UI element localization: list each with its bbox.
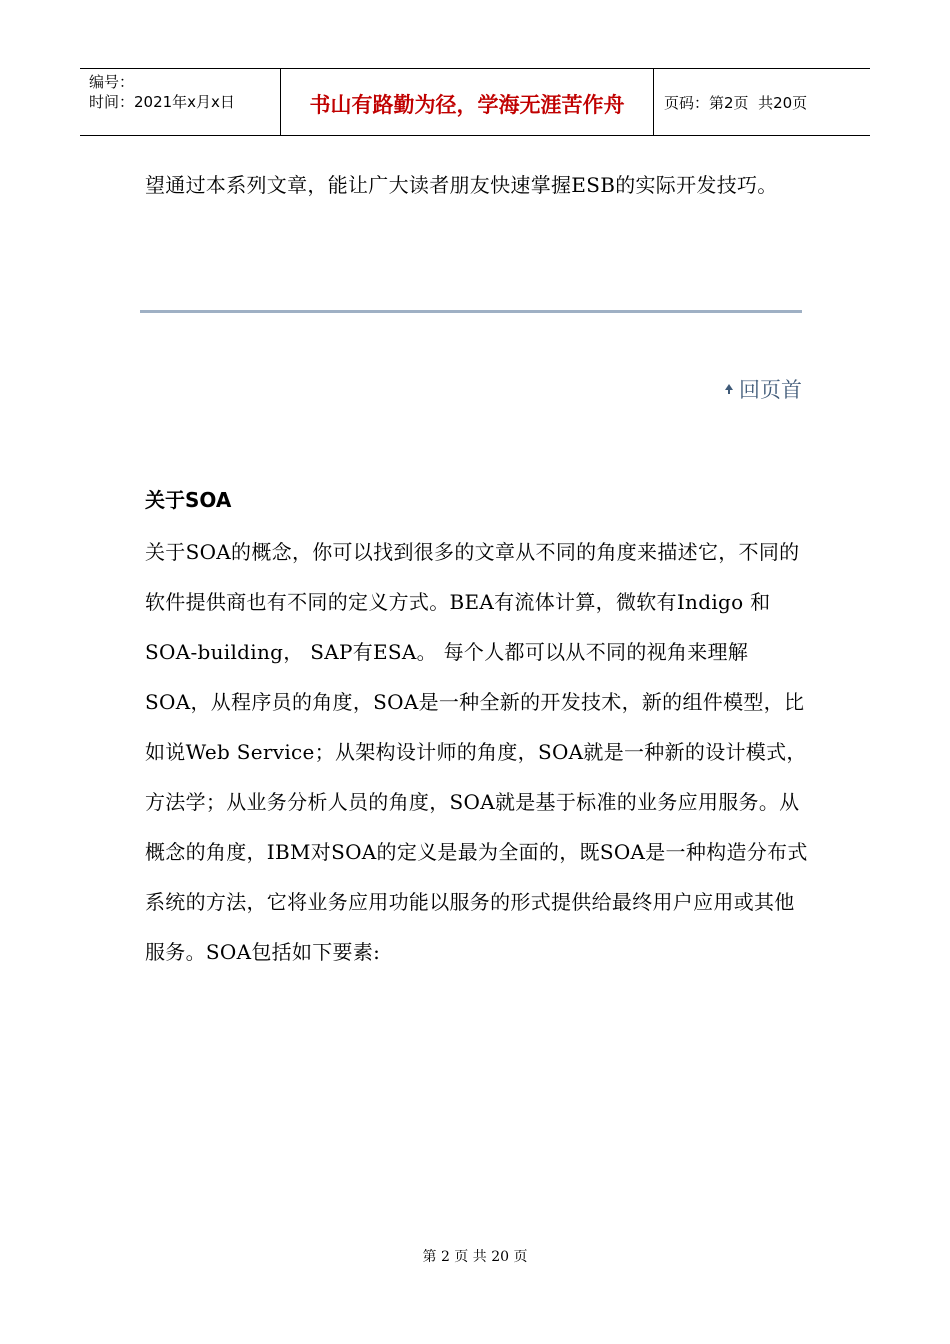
intro-paragraph: 望通过本系列文章，能让广大读者朋友快速掌握ESB的实际开发技巧。 bbox=[145, 173, 778, 197]
section-title: 关于SOA bbox=[145, 488, 232, 512]
back-to-top-label: 回页首 bbox=[739, 378, 802, 402]
section-body: 关于SOA的概念，你可以找到很多的文章从不同的角度来描述它，不同的软件提供商也有不同的定义方式。BEA有流体计算，微软有Indigo 和SOA-building， SAP有ESA。 每个人都可以从不同的视角来理解SOA，从程序员的角度，SOA是一种全新的开发技术，新的组件模型，比如说Web Service；从架构设计师的角度，SOA就是一种新的设计模式，方法学；从业务分析人员的角度，SOA就是基于标准的业务应用服务。从概念的角度，IBM对SOA的定义是最为全面的，既SOA是一种构造分布式系统的方法，它将业务应用功能以服务的形式提供给最终用户应用或其他服务。SOA包括如下要素: bbox=[145, 540, 808, 964]
document-number-label: 编号： bbox=[89, 73, 135, 91]
document-time-label: 时间：2021年x月x日 bbox=[89, 93, 235, 111]
header-motto-cell bbox=[281, 69, 654, 135]
arrow-up-icon bbox=[725, 384, 733, 390]
section-divider bbox=[140, 310, 802, 313]
header-page-info-cell bbox=[654, 69, 870, 135]
header-motto: 书山有路勤为径，学海无涯苦作舟 bbox=[309, 93, 625, 117]
header-meta bbox=[80, 69, 281, 135]
page-header bbox=[80, 68, 870, 136]
footer-page-number: 第 2 页 共 20 页 bbox=[422, 1249, 528, 1265]
back-to-top-link[interactable] bbox=[725, 374, 802, 404]
page-footer bbox=[0, 1246, 950, 1266]
header-page-info: 页码：第2页 共20页 bbox=[664, 93, 808, 112]
